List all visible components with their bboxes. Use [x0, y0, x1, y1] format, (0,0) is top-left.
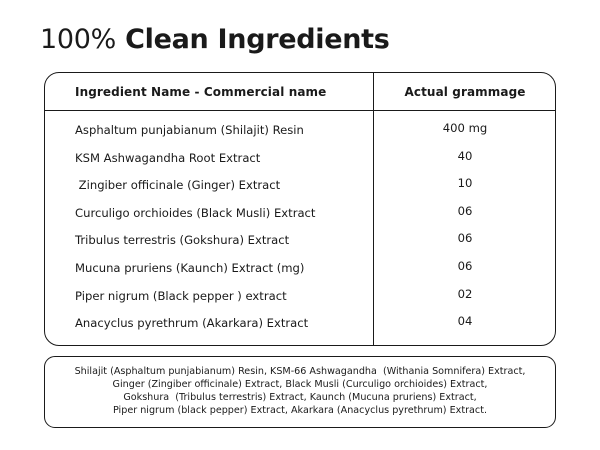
ingredient-amount: 40 — [457, 148, 473, 163]
ingredient-name: Tribulus terrestris (Gokshura) Extract — [75, 233, 290, 248]
title-prefix: 100% — [40, 24, 116, 55]
table-row — [45, 230, 555, 258]
ingredient-amount: 06 — [457, 203, 473, 218]
table-row — [45, 175, 555, 203]
ingredient-name: Asphaltum punjabianum (Shilajit) Resin — [75, 123, 304, 137]
ingredient-name: KSM Ashwagandha Root Extract — [75, 150, 261, 165]
ingredient-name: Anacyclus pyrethrum (Akarkara) Extract — [75, 316, 309, 331]
note-line: Shilajit (Asphaltum punjabianum) Resin, KSM-66 Ashwagandha (Withania Somnifera) Extract, — [74, 366, 526, 377]
ingredient-amount: 10 — [457, 176, 473, 191]
ingredients-table — [44, 72, 556, 346]
ingredient-amount: 06 — [457, 258, 473, 273]
table-row — [45, 203, 555, 231]
table-row — [45, 120, 555, 148]
header-ingredient-name: Ingredient Name - Commercial name — [75, 85, 327, 99]
header-divider — [45, 110, 555, 111]
table-row — [45, 286, 555, 314]
header-actual-grammage: Actual grammage — [404, 85, 526, 99]
ingredient-amount: 04 — [457, 314, 473, 329]
ingredient-amount: 400 mg — [442, 121, 488, 135]
ingredient-name: Curculigo orchioides (Black Musli) Extract — [75, 205, 316, 220]
ingredient-name: Piper nigrum (Black pepper ) extract — [75, 288, 287, 303]
ingredient-amount: 06 — [457, 231, 473, 246]
ingredient-amount: 02 — [457, 286, 473, 301]
table-row — [45, 258, 555, 286]
page-title — [40, 22, 390, 58]
ingredient-name: Mucuna pruriens (Kaunch) Extract (mg) — [75, 260, 305, 275]
ingredient-name: Zingiber officinale (Ginger) Extract — [75, 178, 281, 193]
table-body — [45, 120, 555, 341]
table-row — [45, 313, 555, 341]
note-line: Ginger (Zingiber officinale) Extract, Black Musli (Curculigo orchioides) Extract, — [112, 379, 488, 390]
title-main: Clean Ingredients — [125, 24, 390, 55]
note-line: Piper nigrum (black pepper) Extract, Akarkara (Anacyclus pyrethrum) Extract. — [112, 405, 488, 416]
table-row — [45, 148, 555, 176]
ingredients-note — [44, 356, 556, 428]
note-line: Gokshura (Tribulus terrestris) Extract, Kaunch (Mucuna pruriens) Extract, — [123, 392, 477, 403]
